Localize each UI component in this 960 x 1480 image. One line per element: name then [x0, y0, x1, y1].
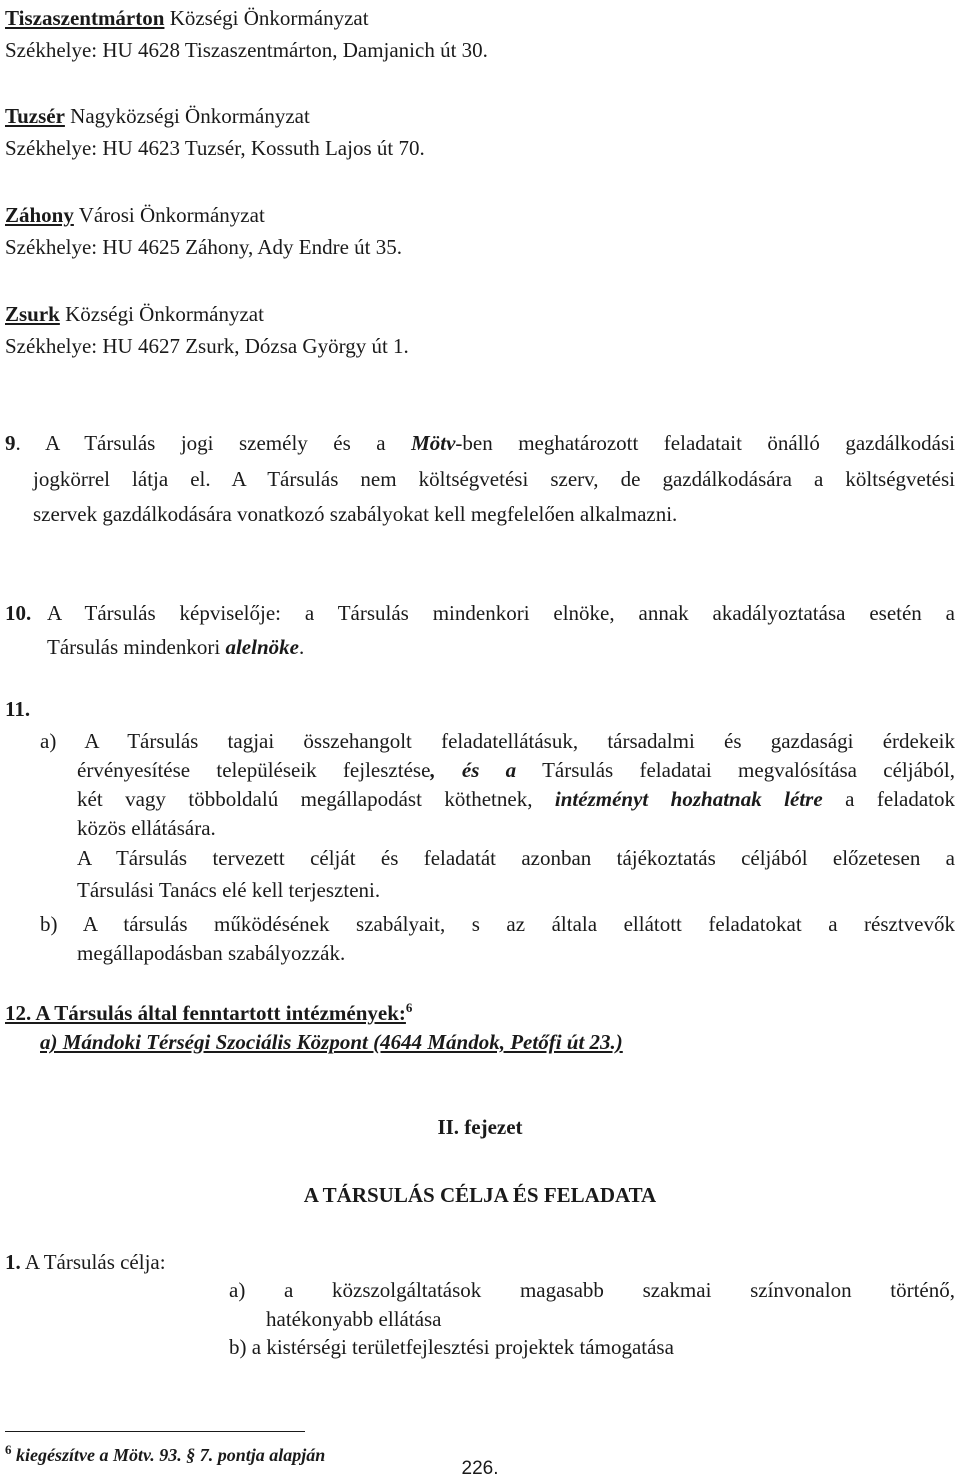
goal-item-continued: hatékonyabb ellátása	[266, 1307, 442, 1331]
chapter-number: II. fejezet	[437, 1115, 523, 1139]
member-address: Székhelye: HU 4628 Tiszaszentmárton, Damjanich út 30.	[5, 38, 488, 62]
goal-item: b) a kistérségi területfejlesztési projektek támogatása	[229, 1335, 674, 1359]
member-name-line	[5, 5, 369, 31]
goals-label-line: 1. A Társulás célja:	[5, 1250, 166, 1274]
footnote-number: 6	[5, 1442, 12, 1457]
paragraph-11-line: közös ellátására.	[77, 816, 216, 840]
paragraph-10-line: Társulás mindenkori alelnöke.	[47, 635, 305, 659]
member-town: Tiszaszentmárton	[5, 6, 165, 30]
paragraph-number: 9	[5, 431, 16, 455]
paragraph-11-line: két vagy többoldalú megállapodást köthetnek, intézményt hozhatnak létre a feladatok	[77, 787, 956, 811]
paragraph-11-line: b) A társulás működésének szabályait, s az általa ellátott feladatokat a résztvevők	[40, 912, 955, 936]
paragraph-11-line: megállapodásban szabályozzák.	[77, 941, 346, 965]
page-number: 226.	[461, 1458, 499, 1479]
member-kind: Nagyközségi Önkormányzat	[70, 104, 310, 128]
member-name-line	[5, 103, 310, 129]
member-town: Zsurk	[5, 302, 60, 326]
chapter-title: A TÁRSULÁS CÉLJA ÉS FELADATA	[303, 1183, 657, 1207]
member-kind: Községi Önkormányzat	[169, 6, 369, 30]
footnote-ref: 6	[405, 1000, 413, 1015]
paragraph-11-line: érvényesítése településeik fejlesztése, és a Társulás feladatai megvalósítása céljából,	[77, 758, 955, 782]
member-address: Székhelye: HU 4623 Tuzsér, Kossuth Lajos út 70.	[5, 136, 425, 160]
footnote-divider	[5, 1431, 305, 1432]
institution-item: a) Mándoki Térségi Szociális Központ (4644 Mándok, Petőfi út 23.)	[40, 1030, 623, 1054]
paragraph-9-line: 9. A Társulás jogi személy és a Mötv-ben meghatározott feladatait önálló gazdálkodási	[5, 431, 955, 455]
member-name-line	[5, 202, 265, 228]
footnote-text: kiegészítve a Mötv. 93. § 7. pontja alapján	[11, 1445, 326, 1465]
paragraph-11-line: Társulási Tanács elé kell terjeszteni.	[77, 878, 381, 902]
member-town: Tuzsér	[5, 104, 65, 128]
goal-item: a) a közszolgáltatások magasabb szakmai színvonalon történő,	[229, 1278, 955, 1302]
paragraph-11-line: A Társulás tervezett célját és feladatát azonban tájékoztatás céljából előzetesen a	[77, 846, 955, 870]
member-kind: Községi Önkormányzat	[65, 302, 264, 326]
member-address: Székhelye: HU 4627 Zsurk, Dózsa György út 1.	[5, 334, 409, 358]
member-address: Székhelye: HU 4625 Záhony, Ady Endre út 35.	[5, 235, 402, 259]
paragraph-9-line: szervek gazdálkodására vonatkozó szabályokat kell megfelelően alkalmazni.	[33, 502, 678, 526]
paragraph-number: 11.	[5, 697, 31, 721]
member-kind: Városi Önkormányzat	[78, 203, 265, 227]
member-name-line	[5, 301, 264, 327]
member-town: Záhony	[5, 203, 74, 227]
paragraph-11-line: a) A Társulás tagjai összehangolt feladatellátásuk, társadalmi és gazdasági érdekeik	[40, 729, 955, 753]
paragraph-10-line: A Társulás képviselője: a Társulás mindenkori elnöke, annak akadályoztatása esetén a	[47, 601, 955, 625]
paragraph-9-line: jogkörrel látja el. A Társulás nem költségvetési szerv, de gazdálkodására a költségvetési	[33, 467, 955, 491]
paragraph-12-heading: 12. A Társulás által fenntartott intézmények:$^6$	[5, 1000, 413, 1025]
paragraph-number: 1.	[5, 1250, 21, 1274]
paragraph-number: 10.	[5, 601, 32, 625]
